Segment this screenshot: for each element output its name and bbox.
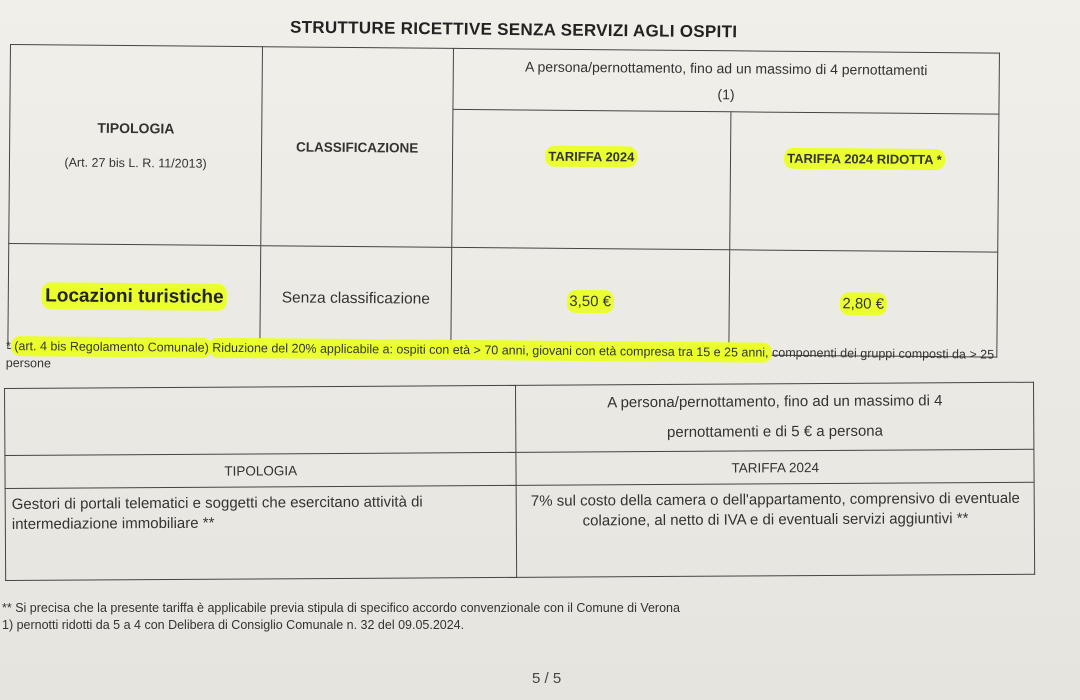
table2-header-line1: A persona/pernottamento, fino ad un massimo di 4 [607,392,943,412]
reduction-note-ref: (art. 4 bis Regolamento Comunale) [14,339,209,355]
row-tariffa [451,247,730,354]
group-header-line2: (1) [717,86,735,103]
table2-header-tariffa: TARIFFA 2024 [516,449,1034,485]
reduction-note-star: * [5,338,11,354]
header-tariffa-2024 [452,109,731,249]
table1-header-row [10,45,999,115]
header-tariffa-ridotta [730,112,999,252]
header-tipologia-label: TIPOLOGIA [97,119,175,137]
header-tipologia [9,45,263,246]
table2-header-tipologia: TIPOLOGIA [5,452,517,488]
table2-header-line2: pernottamenti e di 5 € a persona [666,422,884,441]
header-classificazione: CLASSIFICAZIONE [261,47,453,248]
row-tipologia [8,243,261,350]
header-tariffa-ridotta-label: TARIFFA 2024 RIDOTTA * [787,150,942,168]
table-row [5,482,1035,580]
header-tariffa-2024-label: TARIFFA 2024 [548,148,635,165]
group-header-line1: A persona/pernottamento, fino ad un massimo di 4 pernottamenti [525,58,928,79]
table2-header-group [516,382,1034,452]
footnote-double-star: ** Si precisa che la presente tariffa è applicabile previa stipula di specifico accordo convenzionale con il Comune di Verona [2,601,680,615]
portal-tariff-table [4,382,1035,581]
table2-row-tariffa: 7% sul costo della camera o dell'appartamento, comprensivo di eventuale colazione, al netto di IVA e di eventuali servizi aggiuntivi ** [517,482,1035,577]
page-number: 5 / 5 [532,670,562,687]
footnote-one: 1) pernotti ridotti da 5 a 4 con Delibera di Consiglio Comunale n. 32 del 09.05.2024. [2,618,465,632]
row-tariffa-ridotta-value: 2,80 € [842,294,885,313]
header-group-per-person [453,48,1000,114]
header-tipologia-ref: (Art. 27 bis L. R. 11/2013) [64,155,207,171]
table2-header-empty [5,385,517,455]
accommodation-tariff-table [7,44,1000,358]
reduction-note [6,338,996,381]
row-tipologia-label: Locazioni turistiche [45,285,224,308]
row-classificazione: Senza classificazione [260,246,452,353]
reduction-note-end: componenti dei gruppi composti da > 25 persone [5,345,995,371]
row-tariffa-value: 3,50 € [569,292,612,310]
reduction-note-text: Riduzione del 20% applicabile a: ospiti con età > 70 anni, giovani con età compresa tra 15 e 25 anni, [212,340,769,360]
footnotes [2,600,680,634]
table2-row-tipologia: Gestori di portali telematici e soggetti che esercitano attività di intermediazione immobiliare ** [5,485,517,580]
row-tariffa-ridotta [729,250,998,357]
table2-header-row [5,382,1034,455]
page-title: STRUTTURE RICETTIVE SENZA SERVIZI AGLI OSPITI [289,17,738,42]
